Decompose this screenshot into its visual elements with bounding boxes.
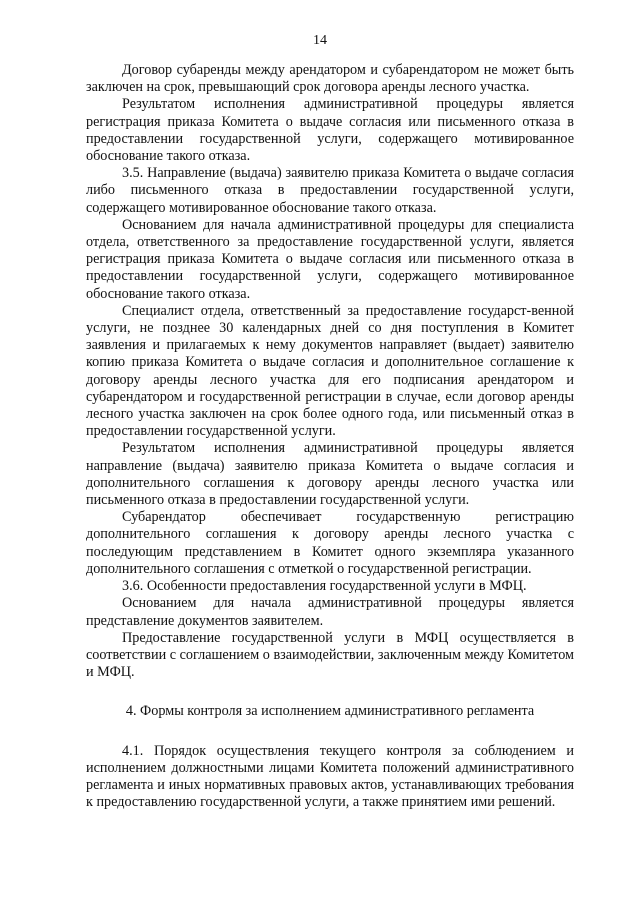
paragraph-specialist-actions: Специалист отдела, ответственный за предоставление государст-венной услуги, не позднее 30 календарных дней со дня поступления в Комитет заявления и прилагаемых к нему документов направляет (выдает) заявителю копию приказа Комитета о выдаче согласия и дополнительное соглашение к договору аренды лесного участка для его подписания арендатором и субарендатором и государственной регистрации в случае, если договор аренды лесного участка заключен на срок более одного года, или письменный отказ в предоставлении государственной услуги.	[86, 302, 574, 440]
paragraph-3-6: 3.6. Особенности предоставления государственной услуги в МФЦ.	[122, 578, 527, 595]
paragraph-subtenant-registration: Субарендатор обеспечивает государственную регистрацию дополнительного соглашения к договору аренды лесного участка с последующим представлением в Комитет одного экземпляра указанного дополнительного соглашения с отметкой о государственной регистрации.	[86, 509, 574, 577]
paragraph-3-5: 3.5. Направление (выдача) заявителю приказа Комитета о выдаче согласия либо письменного отказа в предоставлении государственной услуги, содержащего мотивированное обоснование такого отказа.	[86, 165, 574, 216]
document-body	[86, 62, 574, 811]
spacer	[86, 721, 574, 743]
paragraph-result-registration: Результатом исполнения административной процедуры является регистрация приказа Комитета о выдаче согласия или письменного отказа в предоставлении государственной услуги, содержащего мотивированное обоснование такого отказа.	[86, 96, 574, 165]
paragraph-mfc-agreement: Предоставление государственной услуги в МФЦ осуществляется в соответствии с соглашением о взаимодействии, заключенным между Комитетом и МФЦ.	[86, 629, 574, 681]
paragraph-sublease-term: Договор субаренды между арендатором и субарендатором не может быть заключен на срок, превышающий срок договора аренды лесного участка.	[86, 62, 574, 96]
spacer	[86, 681, 574, 703]
paragraph-basis-mfc: Основанием для начала административной процедуры является представление документов заявителем.	[86, 595, 574, 629]
section-4-heading: 4. Формы контроля за исполнением административного регламента	[125, 703, 535, 720]
paragraph-result-delivery: Результатом исполнения административной процедуры является направление (выдача) заявителю приказа Комитета о выдаче согласия и дополнительного соглашения к договору аренды лесного участка или письменного отказа в предоставлении государственной услуги.	[86, 440, 574, 509]
paragraph-4-1: 4.1. Порядок осуществления текущего контроля за соблюдением и исполнением должностными лицами Комитета положений административного регламента и иных нормативных правовых актов, устанавливающих требования к предоставлению государственной услуги, а также принятием ими решений.	[86, 742, 574, 811]
page-number: 14	[313, 33, 327, 48]
paragraph-basis-procedure: Основанием для начала административной процедуры для специалиста отдела, ответственного за предоставление государственной услуги, является регистрация приказа Комитета о выдаче согласия или письменного отказа в предоставлении государственной услуги, содержащего мотивированное обоснование такого отказа.	[86, 216, 574, 302]
